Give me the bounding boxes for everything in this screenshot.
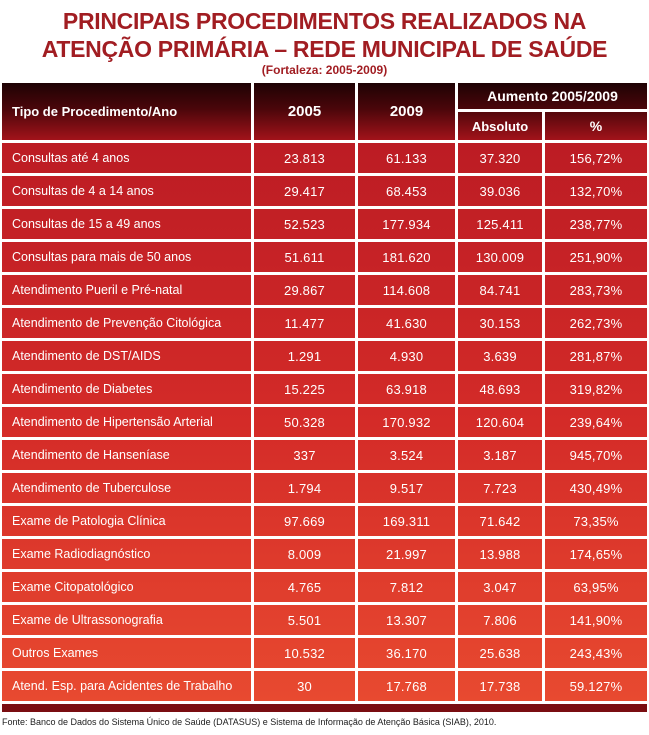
cell-absoluto-value: 130.009 xyxy=(458,242,545,272)
page-title-line-2: ATENÇÃO PRIMÁRIA – REDE MUNICIPAL DE SAÚDE xyxy=(41,36,608,62)
table-row xyxy=(2,275,647,308)
cell-2009-value: 21.997 xyxy=(358,539,458,569)
cell-percent-value: 174,65% xyxy=(569,546,623,562)
cell-absoluto-value: 3.187 xyxy=(458,440,545,470)
cell-2005-value: 51.611 xyxy=(254,242,358,272)
cell-2005-value: 50.328 xyxy=(254,407,358,437)
cell-procedure-name: Consultas de 4 a 14 anos xyxy=(2,176,254,206)
cell-2009-value: 68.453 xyxy=(358,176,458,206)
cell-procedure-name: Atendimento de Diabetes xyxy=(2,374,254,404)
cell-procedure-name: Exame de Patologia Clínica xyxy=(2,506,254,536)
cell-2009-value: 9.517 xyxy=(358,473,458,503)
cell-2009-value: 4.930 xyxy=(358,341,458,371)
header-aumento: Aumento 2005/2009 xyxy=(458,83,647,112)
cell-2009-value: 177.934 xyxy=(358,209,458,239)
table-row xyxy=(2,308,647,341)
cell-percent-value: 59.127% xyxy=(569,678,623,694)
cell-percent-value: 283,73% xyxy=(569,282,623,298)
cell-percent-value: 945,70% xyxy=(569,447,623,463)
cell-2005-value: 97.669 xyxy=(254,506,358,536)
header-procedure-type: Tipo de Procedimento/Ano xyxy=(2,83,254,140)
table-row xyxy=(2,176,647,209)
table-row xyxy=(2,638,647,671)
cell-absoluto-value: 25.638 xyxy=(458,638,545,668)
cell-2005-value: 23.813 xyxy=(254,143,358,173)
cell-procedure-name: Atendimento de Hipertensão Arterial xyxy=(2,407,254,437)
cell-procedure-name: Atendimento de DST/AIDS xyxy=(2,341,254,371)
cell-2005-value: 29.867 xyxy=(254,275,358,305)
cell-2005-value: 11.477 xyxy=(254,308,358,338)
cell-2009-value: 36.170 xyxy=(358,638,458,668)
cell-2005-value: 52.523 xyxy=(254,209,358,239)
cell-2009-value: 61.133 xyxy=(358,143,458,173)
cell-procedure-name: Atendimento de Prevenção Citológica xyxy=(2,308,254,338)
cell-absoluto-value: 84.741 xyxy=(458,275,545,305)
cell-2009-value: 169.311 xyxy=(358,506,458,536)
table-row xyxy=(2,407,647,440)
cell-absoluto-value: 13.988 xyxy=(458,539,545,569)
cell-percent-value: 141,90% xyxy=(569,612,623,628)
cell-absoluto-value: 37.320 xyxy=(458,143,545,173)
table-row xyxy=(2,374,647,407)
cell-percent-value: 281,87% xyxy=(569,348,623,364)
cell-percent-value: 238,77% xyxy=(569,216,623,232)
table-body xyxy=(2,143,647,704)
cell-2009-value: 41.630 xyxy=(358,308,458,338)
cell-2005-value: 30 xyxy=(254,671,358,701)
page-subtitle: (Fortaleza: 2005-2009) xyxy=(261,63,388,77)
cell-percent-value: 63,95% xyxy=(573,579,619,595)
cell-2009-value: 63.918 xyxy=(358,374,458,404)
cell-procedure-name: Exame de Ultrassonografia xyxy=(2,605,254,635)
cell-procedure-name: Atend. Esp. para Acidentes de Trabalho xyxy=(2,671,254,701)
table-row xyxy=(2,143,647,176)
cell-procedure-name: Atendimento de Tuberculose xyxy=(2,473,254,503)
cell-absoluto-value: 48.693 xyxy=(458,374,545,404)
cell-percent-value: 262,73% xyxy=(569,315,623,331)
cell-2009-value: 181.620 xyxy=(358,242,458,272)
table-row xyxy=(2,671,647,704)
page-title-line-1: PRINCIPAIS PROCEDIMENTOS REALIZADOS NA xyxy=(62,8,587,34)
cell-procedure-name: Exame Radiodiagnóstico xyxy=(2,539,254,569)
cell-percent-value: 73,35% xyxy=(573,513,619,529)
cell-percent-value: 243,43% xyxy=(569,645,623,661)
table-row xyxy=(2,242,647,275)
table-row xyxy=(2,572,647,605)
cell-2005-value: 1.291 xyxy=(254,341,358,371)
cell-2005-value: 5.501 xyxy=(254,605,358,635)
cell-2005-value: 15.225 xyxy=(254,374,358,404)
cell-percent-value: 251,90% xyxy=(569,249,623,265)
cell-absoluto-value: 7.806 xyxy=(458,605,545,635)
cell-procedure-name: Exame Citopatológico xyxy=(2,572,254,602)
cell-2009-value: 13.307 xyxy=(358,605,458,635)
table-row xyxy=(2,506,647,539)
cell-2009-value: 17.768 xyxy=(358,671,458,701)
cell-absoluto-value: 120.604 xyxy=(458,407,545,437)
cell-2009-value: 114.608 xyxy=(358,275,458,305)
cell-percent-value: 156,72% xyxy=(569,150,623,166)
cell-2009-value: 3.524 xyxy=(358,440,458,470)
cell-absoluto-value: 71.642 xyxy=(458,506,545,536)
header-year-2009: 2009 xyxy=(358,83,458,140)
cell-percent-value: 430,49% xyxy=(569,480,623,496)
cell-percent-value: 132,70% xyxy=(569,183,623,199)
source-note: Fonte: Banco de Dados do Sistema Único de Saúde (DATASUS) e Sistema de Informação de Atenção Básica (SIAB), 2010. xyxy=(2,717,497,727)
cell-absoluto-value: 17.738 xyxy=(458,671,545,701)
cell-absoluto-value: 125.411 xyxy=(458,209,545,239)
cell-procedure-name: Consultas até 4 anos xyxy=(2,143,254,173)
cell-2005-value: 10.532 xyxy=(254,638,358,668)
header-percent: % xyxy=(589,118,603,134)
cell-absoluto-value: 3.047 xyxy=(458,572,545,602)
table-row xyxy=(2,605,647,638)
header-absoluto: Absoluto xyxy=(458,112,545,140)
table-bottom-bar xyxy=(2,704,647,712)
cell-2005-value: 337 xyxy=(254,440,358,470)
title-block xyxy=(0,0,649,78)
cell-2005-value: 8.009 xyxy=(254,539,358,569)
cell-absoluto-value: 30.153 xyxy=(458,308,545,338)
table-row xyxy=(2,209,647,242)
cell-absoluto-value: 3.639 xyxy=(458,341,545,371)
header-year-2005: 2005 xyxy=(254,83,358,140)
cell-2009-value: 7.812 xyxy=(358,572,458,602)
cell-procedure-name: Atendimento de Hanseníase xyxy=(2,440,254,470)
cell-2005-value: 1.794 xyxy=(254,473,358,503)
cell-procedure-name: Consultas de 15 a 49 anos xyxy=(2,209,254,239)
cell-absoluto-value: 7.723 xyxy=(458,473,545,503)
cell-percent-value: 239,64% xyxy=(569,414,623,430)
cell-2005-value: 29.417 xyxy=(254,176,358,206)
cell-percent-value: 319,82% xyxy=(569,381,623,397)
table-row xyxy=(2,440,647,473)
cell-2009-value: 170.932 xyxy=(358,407,458,437)
cell-procedure-name: Outros Exames xyxy=(2,638,254,668)
table-row xyxy=(2,473,647,506)
table-row xyxy=(2,341,647,374)
table-header xyxy=(2,83,647,143)
cell-procedure-name: Consultas para mais de 50 anos xyxy=(2,242,254,272)
cell-2005-value: 4.765 xyxy=(254,572,358,602)
cell-absoluto-value: 39.036 xyxy=(458,176,545,206)
procedures-table xyxy=(2,83,647,712)
cell-procedure-name: Atendimento Pueril e Pré-natal xyxy=(2,275,254,305)
table-row xyxy=(2,539,647,572)
